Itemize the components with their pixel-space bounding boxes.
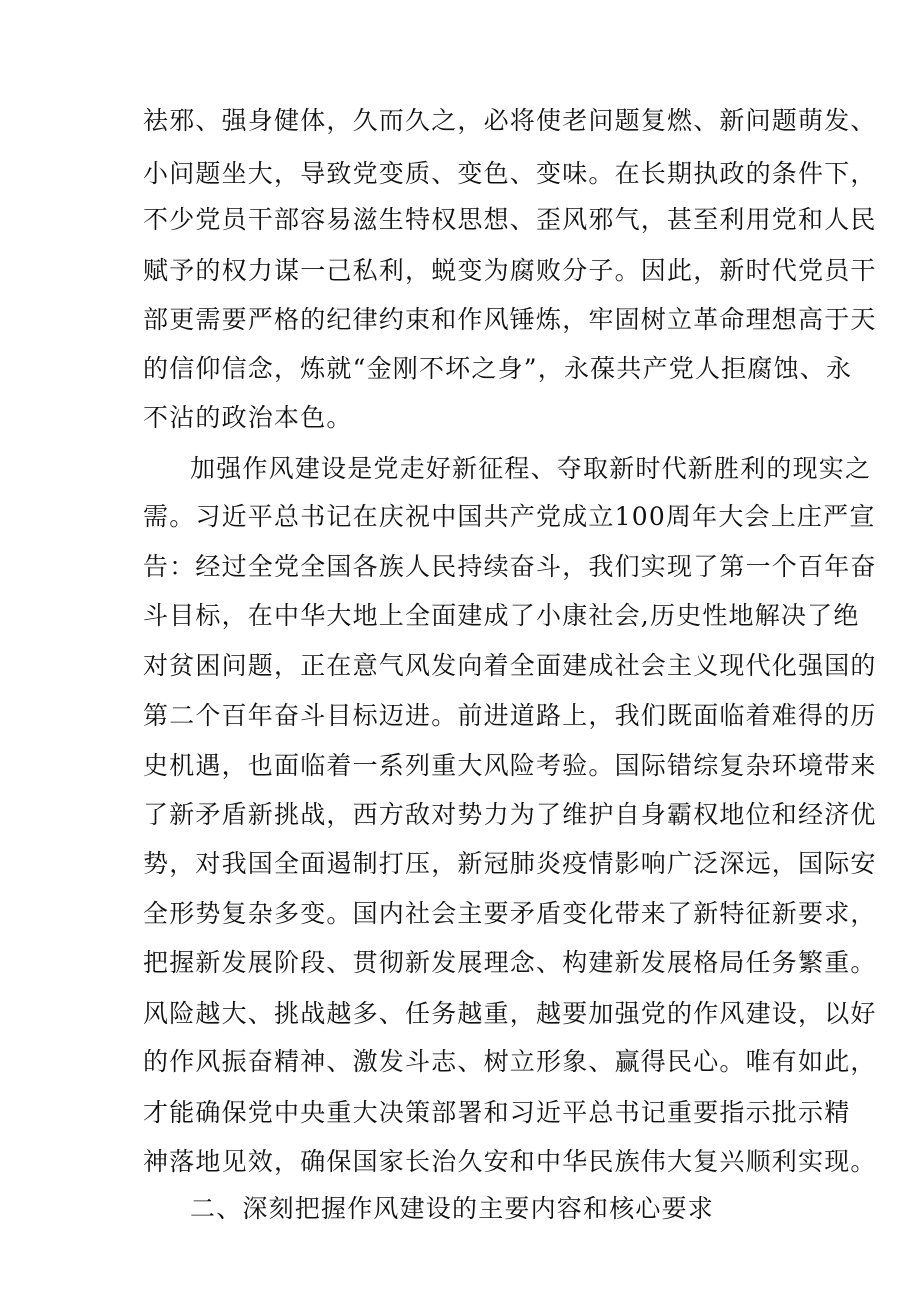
text-line: 小问题坐大，导致党变质、变色、变味。在长期执政的条件下， bbox=[143, 159, 877, 188]
text-line: 告：经过全党全国各族人民持续奋斗，我们实现了第一个百年奋 bbox=[143, 552, 877, 581]
text-line: 的信仰信念，炼就“金刚不坏之身”，永葆共产党人拒腐蚀、永 bbox=[143, 354, 853, 383]
text-line: 神落地见效，确保国家长治久安和中华民族伟大复兴顺利实现。 bbox=[143, 1147, 877, 1176]
text-line: 史机遇，也面临着一系列重大风险考验。国际错综复杂环境带来 bbox=[143, 751, 877, 780]
text-line: 斗目标，在中华大地上全面建成了小康社会,历史性地解决了绝 bbox=[143, 601, 860, 630]
text-line: 祛邪、强身健体，久而久之，必将使老问题复燃、新问题萌发、 bbox=[143, 106, 877, 135]
text-line: 第二个百年奋斗目标迈进。前进道路上，我们既面临着难得的历 bbox=[143, 701, 877, 730]
text-line: 对贫困问题，正在意气风发向着全面建成社会主义现代化强国的 bbox=[143, 651, 877, 680]
section-heading: 二、深刻把握作风建设的主要内容和核心要求 bbox=[190, 1194, 715, 1223]
text-line: 势，对我国全面遏制打压，新冠肺炎疫情影响广泛深远，国际安 bbox=[143, 849, 877, 878]
text-line: 不少党员干部容易滋生特权思想、歪风邪气，甚至利用党和人民 bbox=[143, 205, 877, 234]
text-line: 部更需要严格的纪律约束和作风锤炼，牢固树立革命理想高于天 bbox=[143, 305, 877, 334]
text-line: 全形势复杂多变。国内社会主要矛盾变化带来了新特征新要求， bbox=[143, 899, 877, 928]
text-line: 把握新发展阶段、贯彻新发展理念、构建新发展格局任务繁重。 bbox=[143, 948, 877, 977]
text-line: 需。习近平总书记在庆祝中国共产党成立100周年大会上庄严宣 bbox=[143, 502, 876, 531]
text-line: 了新矛盾新挑战，西方敌对势力为了维护自身霸权地位和经济优 bbox=[143, 800, 877, 829]
text-line: 赋予的权力谋一己私利，蜕变为腐败分子。因此，新时代党员干 bbox=[143, 256, 877, 285]
paragraph-first-line: 加强作风建设是党走好新征程、夺取新时代新胜利的现实之 bbox=[190, 454, 872, 483]
text-line: 风险越大、挑战越多、任务越重，越要加强党的作风建设，以好 bbox=[143, 999, 877, 1028]
text-line: 不沾的政治本色。 bbox=[143, 403, 353, 432]
text-line: 才能确保党中央重大决策部署和习近平总书记重要指示批示精 bbox=[143, 1098, 851, 1127]
text-line: 的作风振奋精神、激发斗志、树立形象、赢得民心。唯有如此， bbox=[143, 1047, 877, 1076]
